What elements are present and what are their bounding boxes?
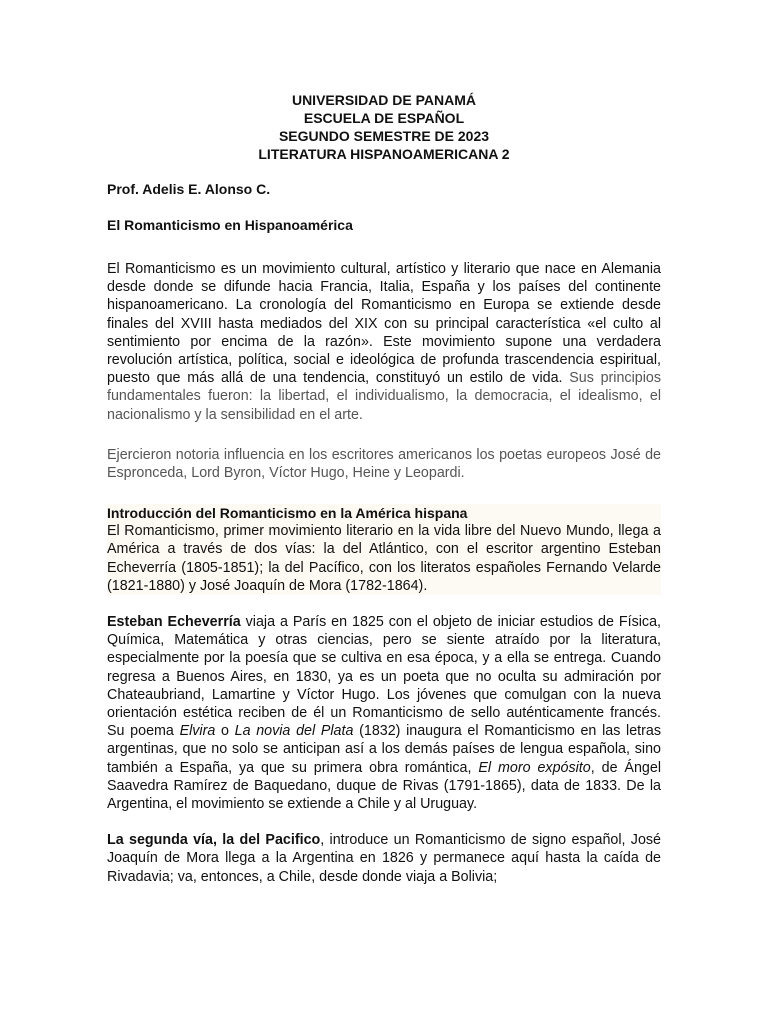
paragraph-echeverria (107, 613, 661, 813)
work-el-moro-exposito: El moro expósito (478, 759, 591, 776)
work-elvira: Elvira (179, 723, 216, 740)
document-page (107, 91, 661, 886)
paragraph-two-routes: El Romanticismo, primer movimiento literario en la vida libre del Nuevo Mundo, llega a América a través de dos vías: la del Atlántico, con el escritor argentino Esteban Echeverría (1805-1851); la del Pacífico, con los literatos españoles Fernando Velarde (1821-1880) y José Joaquín de Mora (1782-1864). (107, 523, 661, 594)
document-title: El Romanticismo en Hispanoamérica (107, 217, 353, 233)
section-title: Introducción del Romanticismo en la América hispana (107, 505, 468, 522)
work-la-novia-del-plata: La novia del Plata (234, 723, 354, 740)
pacific-route-text: , introduce un Romanticismo de signo español, José Joaquín de Mora llega a la Argentina en 1826 y permanece aquí hasta la caída de Rivadavia; va, entonces, a Chile, desde donde viaja a Bolivia; (107, 832, 661, 885)
paragraph-intro-principles: Sus principios fundamentales fueron: la libertad, el individualismo, la democracia, el idealismo, el nacionalismo y la sensibilidad en el arte. (107, 370, 661, 423)
header-course: LITERATURA HISPANOAMERICANA 2 (258, 146, 510, 162)
professor-name: Prof. Adelis E. Alonso C. (107, 181, 271, 197)
echeverria-text-1: viaja a París en 1825 con el objeto de iniciar estudios de Física, Química, Matemática y otras ciencias, pero se siente atraído por la literatura, especialmente por la poesía que se cultiva en esa época, y a ella se entrega. Cuando regresa a Buenos Aires, en 1830, ya es un poeta que no oculta su admiración por Chateaubriand, Lamartine y Víctor Hugo. Los jóvenes que comulgan con la nueva orientación estética reciben de él un Romanticismo de sello auténticamente francés. Su poema (107, 614, 661, 740)
paragraph-intro (107, 260, 661, 424)
header-university: UNIVERSIDAD DE PANAMÁ (291, 92, 477, 108)
paragraph-intro-main: El Romanticismo es un movimiento cultural, artístico y literario que nace en Alemania desde donde se difunde hacia Francia, Italia, España y los países del continente hispanoamericano. La cronología del Romanticismo en Europa se extiende desde finales del XVIII hasta mediados del XIX con su principal característica «el culto al sentimiento por encima de la razón». Este movimiento supone una verdadera revolución artística, política, social e ideológica de profunda trascendencia espiritual, puesto que más allá de una tendencia, constituyó un estilo de vida. (107, 261, 661, 387)
echeverria-text-3: (1832) inaugura el Romanticismo en las letras argentinas, que no solo se anticipan así a los demás países de lengua española, sino también a España, ya que su primera obra romántica, (107, 723, 661, 776)
header-semester: SEGUNDO SEMESTRE DE 2023 (278, 128, 490, 144)
pacific-route-heading: La segunda vía, la del Pacifico (107, 832, 321, 849)
paragraph-pacific-route (107, 831, 661, 886)
echeverria-text-2: o (215, 723, 235, 740)
echeverria-name: Esteban Echeverría (107, 614, 241, 631)
section-introduction (107, 504, 661, 595)
paragraph-influences: Ejercieron notoria influencia en los escritores americanos los poetas europeos José de Espronceda, Lord Byron, Víctor Hugo, Heine y Leopardi. (107, 446, 661, 482)
header-school: ESCUELA DE ESPAÑOL (303, 110, 465, 126)
echeverria-text-4: , de Ángel Saavedra Ramírez de Baquedano, duque de Rivas (1791-1865), data de 1833. De la Argentina, el movimiento se extiende a Chile y al Uruguay. (107, 759, 661, 813)
document-header (107, 91, 661, 163)
